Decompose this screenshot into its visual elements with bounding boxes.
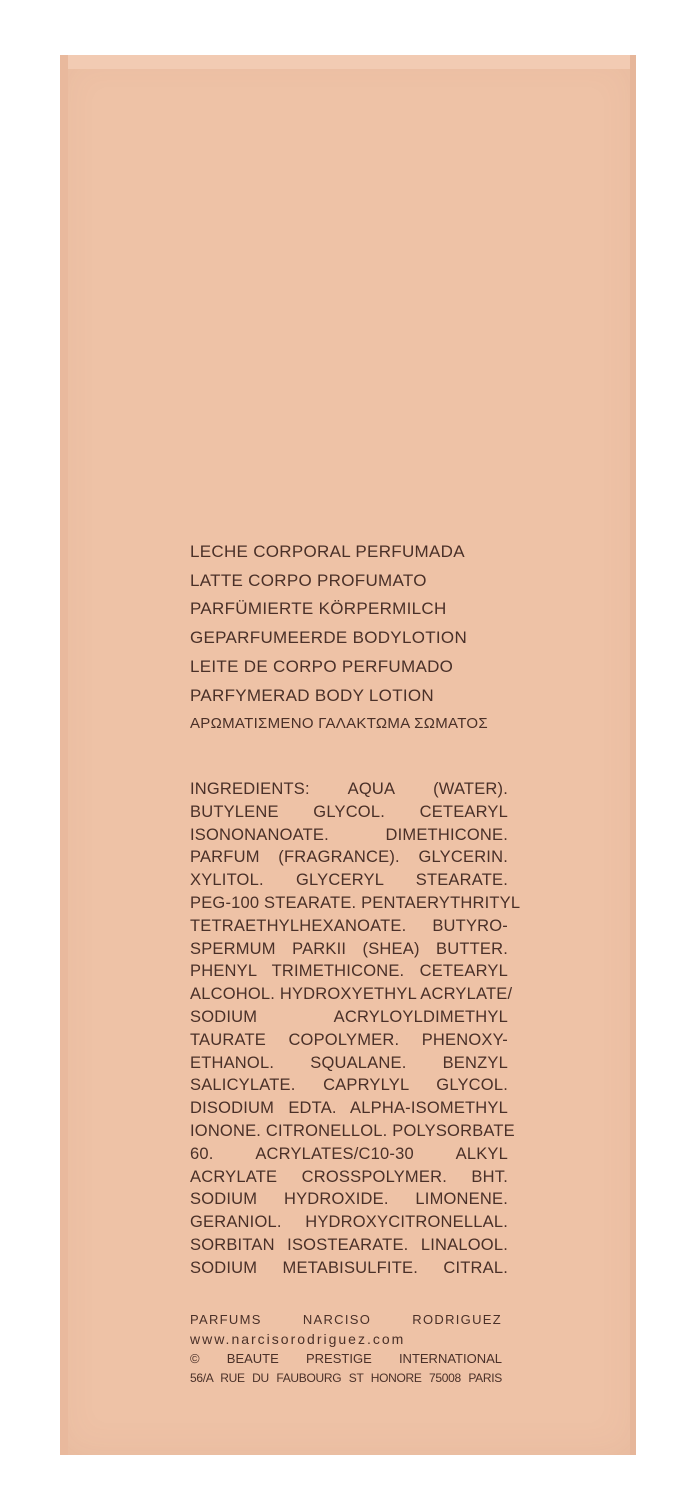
package-top-flap — [60, 55, 636, 69]
ingredients-line: PEG-100 STEARATE. PENTAERYTHRITYL — [190, 893, 521, 912]
ingredients-list — [190, 778, 521, 1280]
ingredients-line: ALCOHOL. HYDROXYETHYL ACRYLATE/ — [190, 985, 513, 1004]
package-right-edge — [630, 55, 636, 1455]
ingredients-line: SORBITAN ISOSTEARATE. LINALOOL. — [190, 1235, 508, 1254]
product-name-portuguese: LEITE DE CORPO PERFUMADO — [190, 656, 454, 676]
ingredients-line: SODIUM HYDROXIDE. LIMONENE. — [190, 1190, 508, 1209]
ingredients-line: TETRAETHYLHEXANOATE. BUTYRO- — [190, 916, 508, 935]
postal-address: 56/A RUE DU FAUBOURG ST HONORE 75008 PARIS — [190, 1370, 502, 1385]
ingredients-line: ETHANOL. SQUALANE. BENZYL — [190, 1053, 508, 1072]
ingredients-line: SALICYLATE. CAPRYLYL GLYCOL. — [190, 1076, 508, 1095]
product-name-german: PARFÜMIERTE KÖRPERMILCH — [190, 599, 447, 619]
ingredients-line: PARFUM (FRAGRANCE). GLYCERIN. — [190, 848, 508, 867]
ingredients-line: TAURATE COPOLYMER. PHENOXY- — [190, 1030, 508, 1049]
ingredients-line: SPERMUM PARKII (SHEA) BUTTER. — [190, 939, 508, 958]
ingredients-line: 60. ACRYLATES/C10-30 ALKYL — [190, 1144, 508, 1163]
copyright-line: © BEAUTE PRESTIGE INTERNATIONAL — [190, 1351, 502, 1366]
company-name: PARFUMS NARCISO RODRIGUEZ — [190, 1312, 502, 1327]
manufacturer-info — [190, 1310, 502, 1388]
ingredients-line: IONONE. CITRONELLOL. POLYSORBATE — [190, 1121, 515, 1140]
package-left-edge — [60, 55, 68, 1455]
product-name-translations — [190, 538, 510, 739]
ingredients-line: PHENYL TRIMETHICONE. CETEARYL — [190, 962, 508, 981]
product-name-swedish: PARFYMERAD BODY LOTION — [190, 685, 435, 705]
product-name-dutch: GEPARFUMEERDE BODYLOTION — [190, 628, 468, 648]
ingredients-line: BUTYLENE GLYCOL. CETEARYL — [190, 802, 508, 821]
product-name-italian: LATTE CORPO PROFUMATO — [190, 570, 427, 590]
ingredients-line: SODIUM ACRYLOYLDIMETHYL — [190, 1007, 508, 1026]
ingredients-line: SODIUM METABISULFITE. CITRAL. — [190, 1258, 508, 1277]
ingredients-line: INGREDIENTS: AQUA (WATER). — [190, 780, 508, 798]
product-name-spanish: LECHE CORPORAL PERFUMADA — [190, 542, 465, 561]
ingredients-line: ISONONANOATE. DIMETHICONE. — [190, 825, 508, 844]
ingredients-line: GERANIOL. HYDROXYCITRONELLAL. — [190, 1213, 508, 1232]
website-url: www.narcisorodriguez.com — [190, 1330, 406, 1347]
ingredients-line: XYLITOL. GLYCERYL STEARATE. — [190, 871, 508, 890]
ingredients-line: ACRYLATE CROSSPOLYMER. BHT. — [190, 1167, 508, 1186]
product-name-greek: ΑΡΩΜΑΤΙΣΜΕΝΟ ΓΑΛΑΚΤΩΜΑ ΣΩΜΑΤΟΣ — [190, 715, 488, 733]
ingredients-line: DISODIUM EDTA. ALPHA-ISOMETHYL — [190, 1099, 508, 1118]
